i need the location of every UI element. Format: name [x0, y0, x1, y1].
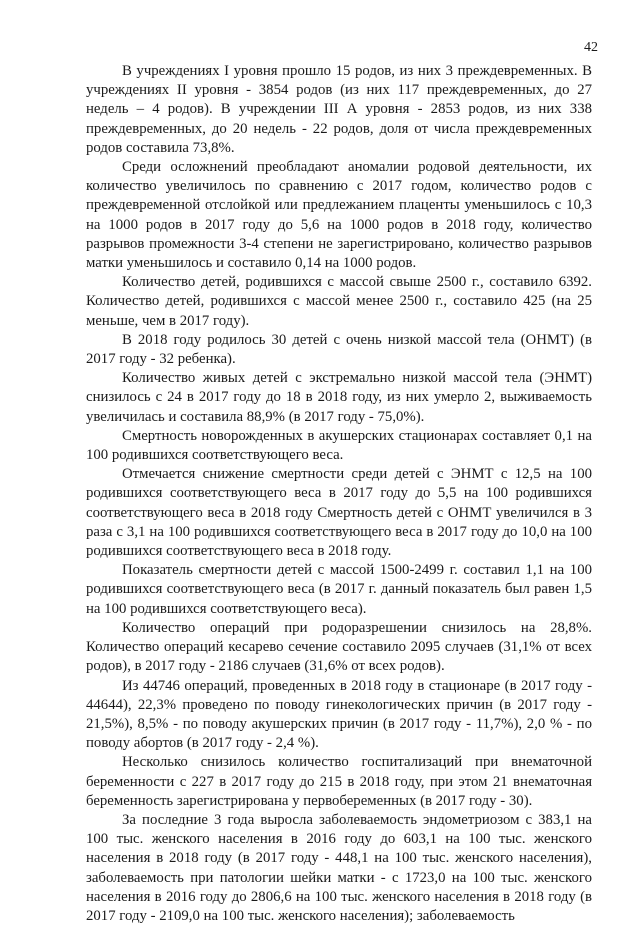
paragraph-5: Количество живых детей с экстремально низкой массой тела (ЭНМТ) снизилось с 24 в 2017 году до 18 в 2018 году, из них умерло 2, выживаемость увеличилась и составила 88,9% (в 2017 году - 75,0%). — [86, 370, 592, 425]
paragraph-1: В учреждениях I уровня прошло 15 родов, из них 3 преждевременных. В учреждениях II уровня - 3854 родов (из них 117 преждевременных, до 27 недель – 4 родов). В учреждении III А уровня - 2853 родов, из них 338 преждевременных, до 20 недель - 22 родов, доля от числа преждевременных родов составила 73,8%. — [86, 63, 592, 156]
paragraph-6: Смертность новорожденных в акушерских стационарах составляет 0,1 на 100 родившихся соответствующего веса. — [86, 427, 592, 464]
paragraph-7: Отмечается снижение смертности среди детей с ЭНМТ с 12,5 на 100 родившихся соответствующего веса в 2017 году до 5,5 на 100 родившихся соответствующего веса в 2018 году Смертность детей с ОНМТ увеличился в 3 раза с 3,1 на 100 родившихся соответствующего веса в 2017 году до 10,0 на 100 родившихся соответствующего веса в 2018 году. — [86, 466, 592, 560]
paragraph-4: В 2018 году родилось 30 детей с очень низкой массой тела (ОНМТ) (в 2017 году - 32 ребенка). — [86, 331, 592, 368]
paragraph-10: Из 44746 операций, проведенных в 2018 году в стационаре (в 2017 году - 44644), 22,3% проведено по поводу гинекологических причин (в 2017 году - 21,5%), 8,5% - по поводу акушерских причин (в 2017 году - 11,7%), 2,0 % - по поводу абортов (в 2017 году - 2,4 %). — [86, 677, 592, 752]
document-body — [86, 62, 592, 926]
paragraph-9: Количество операций при родоразрешении снизилось на 28,8%. Количество операций кесарево сечение составило 2095 случаев (31,1% от всех родов), в 2017 году - 2186 случаев (31,6% от всех родов). — [86, 619, 592, 675]
page-number: 42 — [584, 40, 598, 55]
paragraph-2: Среди осложнений преобладают аномалии родовой деятельности, их количество увеличилось по сравнению с 2017 годом, количество родов с преждевременной отслойкой или предлежанием плаценты уменьшилось с 10,3 на 1000 родов в 2017 году до 5,6 на 1000 родов в 2018 году, количество разрывов промежности 3-4 степени не зарегистрировано, количество разрывов матки уменьшилось и составило 0,14 на 1000 родов. — [86, 159, 592, 272]
paragraph-11: Несколько снизилось количество госпитализаций при внематочной беременности с 227 в 2017 году до 215 в 2018 году, при этом 21 внематочная беременность зарегистрирована у первобеременных (в 2017 году - 30). — [86, 754, 592, 809]
paragraph-12: За последние 3 года выросла заболеваемость эндометриозом с 383,1 на 100 тыс. женского населения в 2016 году до 603,1 на 100 тыс. женского населения в 2018 году (в 2017 году - 448,1 на 100 тыс. женского населения), заболеваемость при патологии шейки матки - с 1723,0 на 100 тыс. женского населения в 2016 году до 2806,6 на 100 тыс. женского населения в 2018 году (в 2017 году - 2109,0 на 100 тыс. женского населения); заболеваемость — [86, 811, 592, 924]
paragraph-3: Количество детей, родившихся с массой свыше 2500 г., составило 6392. Количество детей, родившихся с массой менее 2500 г., составило 425 (на 25 меньше, чем в 2017 году). — [86, 274, 592, 329]
paragraph-8: Показатель смертности детей с массой 1500-2499 г. составил 1,1 на 100 родившихся соответствующего веса (в 2017 г. данный показатель был равен 1,5 на 100 родившихся соответствующего веса). — [86, 562, 592, 617]
